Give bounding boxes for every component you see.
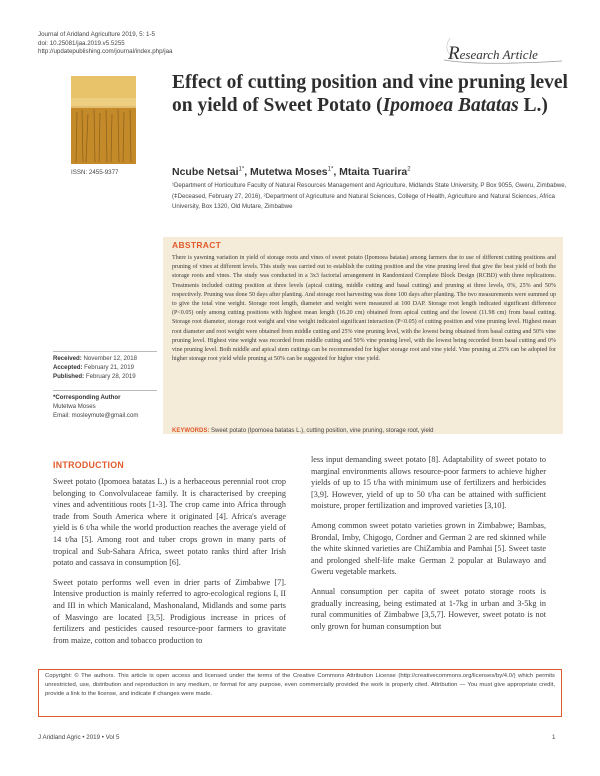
body-column-left xyxy=(53,476,286,654)
author-1: Ncube Netsai xyxy=(172,166,239,178)
received-date xyxy=(53,354,159,363)
intro-paragraph-1: Sweet potato (Ipomoea batatas L.) is a herbaceous perennial root crop belonging to Convolvulaceae family. It is characterised by creeping vines and adventitious roots [1-3]. The crop came into Africa through trade from South America where it originated [4]. Africa's average yield is 6 t/ha while the world production reaches the average yield of 14 t/ha [5]. Among root and tuber crops grown in many parts of tropical and Sub-Sahara Africa, sweet potato ranks third after Irish potato and cassava in consumption [6]. xyxy=(53,477,286,568)
corresponding-author-name: Mutetwa Moses xyxy=(53,403,96,410)
journal-info xyxy=(38,31,173,57)
author-affiliations: ¹Department of Horticulture Faculty of Natural Resources Management and Agriculture, Midlands State University, P Box 9055, Gweru, Zimbabwe, (ǂDeceased, February 27, 2016), ²Department of Agriculture and Natural Sciences, College of Health, Agriculture and Natural Sciences, Africa University, Box 1320, Old Mutare, Zimbabwe xyxy=(172,182,567,211)
keywords-text: Sweet potato (Ipomoea batatas L.), cutting position, vine pruning, storage root, yield xyxy=(211,428,434,434)
article-type-rest: esearch Article xyxy=(459,47,538,62)
author-separator: , xyxy=(244,166,251,178)
corresponding-author-email[interactable]: Email: mosleymute@gmail.com xyxy=(53,412,139,419)
title-part2: L.) xyxy=(518,94,548,116)
page-footer: J Aridland Agric • 2019 • Vol 5 xyxy=(38,734,120,741)
intro-paragraph-2: Sweet potato performs well even in drier parts of Zimbabwe [7]. Intensive production is mainly referred to agro-ecological regions I, II and III in which Manicaland, Mashonaland, Midlands and some parts of Masvingo are located [3,5]. Prodigious increase in prices of fertilizers and pesticides caused resource-poor farmers to gravitate from maize, cotton and tobacco production to xyxy=(53,577,286,645)
author-3: Mtaita Tuarira xyxy=(339,166,408,178)
copyright-text: Copyright: © The authors. This article is open access and licensed under the terms of the Creative Commons Attribution License (http://creativecommons.org/licenses/by/4.0/) which permits unrestricted, use, distribution and reproduction in any medium, or format for any purpose, even commercially provided the work is properly cited. Attribution — You must give appropriate credit, provide a link to the license, and indicate if changes were made. xyxy=(45,673,555,698)
abstract-heading: ABSTRACT xyxy=(172,240,222,250)
introduction-heading: INTRODUCTION xyxy=(53,460,125,470)
title-part1: Effect of cutting position and vine pruning level on yield of Sweet Potato ( xyxy=(172,72,568,116)
accepted-value: February 21, 2019 xyxy=(84,364,134,371)
published-value: February 28, 2019 xyxy=(85,373,136,380)
keywords xyxy=(172,428,556,434)
received-value: November 12, 2018 xyxy=(83,355,138,362)
title-scientific-name: Ipomoea Batatas xyxy=(382,94,519,116)
keywords-label: KEYWORDS: xyxy=(172,428,210,434)
abstract-text: There is yawning variation in yield of storage roots and vines of sweet potato (Ipomoea batatas) among farmers due to use of different cutting positions and pruning of vines at different levels. This study was carried out to establish the cutting position and the vine pruning level that give the best yield of both the storage roots and vines. The study was conducted in a 3x3 factorial arrangement in Randomized Complete Block Design (RCBD) with three replications. Treatments included cutting position at three levels (apical cutting, middle cutting and basal cutting) and pruning at three levels, 0%, 25% and 50% respectively. Pruning was done 50 days after planting. And storage root harvesting was done 100 days after planting. The two measurements were summed up to give the total vine weight. Storage root length, diameter and weight were measured at 100 DAP. Storage root length indicated significant difference (P<0.05) only among cutting positions with highest mean length (16.20 cm) obtained from apical cutting and the lowest (11.98 cm) from basal cutting. Storage root diameter, storage root weight and vine weight indicated significant interaction (P<0.05) of cutting position and vine pruning level. Highest mean root diameter and root weight were obtained from middle cutting and 25% vine pruning level, with the lowest being obtained from basal cutting and 50% vine pruning level. Highest vine weight was recorded from middle cutting and 50% vine pruning level, with the lowest being recorded from basal cutting and 0% vine pruning level. Both middle and apical stem cuttings can be recommended for higher storage root and vine yield. Vine pruning at 25% can be adopted for higher storage root yield while pruning at 50% can be suggested for higher vine yield. xyxy=(172,255,556,363)
page-number: 1 xyxy=(552,734,556,741)
corresponding-author-label: *Corresponding Author xyxy=(53,394,121,401)
accepted-date xyxy=(53,363,159,372)
sidebar-divider xyxy=(53,351,157,352)
journal-url[interactable]: http://updatepublishing.com/journal/index.php/jaa xyxy=(38,48,173,56)
accepted-label: Accepted: xyxy=(53,364,83,371)
body-column-right xyxy=(311,454,546,640)
author-separator: , xyxy=(333,166,340,178)
article-title xyxy=(172,72,572,117)
journal-doi[interactable]: doi: 10.25081/jaa.2019.v5.5255 xyxy=(38,39,125,47)
published-date xyxy=(53,372,159,381)
journal-citation: Journal of Aridland Agriculture 2019, 5: 1-5 xyxy=(38,31,155,38)
intro-paragraph-3: less input demanding sweet potato [8]. Adaptability of sweet potato to marginal environments allows resource-poor farmers to achieve higher yields of up to 15 t/ha with minimum use of fertilizers and herbicides [3,9]. However, yield of up to 50 t/ha can be attained with sufficient moisture, proper fertilization and improved varieties [3,10]. xyxy=(311,455,546,511)
article-dates xyxy=(53,354,159,420)
author-2-affil: 1* xyxy=(327,166,334,173)
journal-issn: ISSN: 2455-9377 xyxy=(71,169,119,176)
intro-paragraph-4: Among common sweet potato varieties grown in Zimbabwe; Bambas, Brondal, Imby, Chigogo, Cordner and German 2 are red skinned while the white skinned varieties are ChiZambia and Pamhai [5]. Sweet taste and prolonged shelf-life make German 2 popular at Bulawayo and Gweru vegetable markets. xyxy=(311,520,546,577)
article-type-initial: R xyxy=(448,43,460,64)
author-1-affil: 1* xyxy=(238,166,245,173)
intro-paragraph-5: Annual consumption per capita of sweet potato storage roots is gradually increasing, being estimated at 1-7kg in urban and 3-5kg in rural communities of Zimbabwe [3,5,7]. However, sweet potato is not only grown for human consumption but xyxy=(311,586,546,631)
received-label: Received: xyxy=(53,355,82,362)
sidebar-divider xyxy=(53,390,157,391)
author-list xyxy=(172,166,411,178)
author-2: Mutetwa Moses xyxy=(250,166,328,178)
article-type-label xyxy=(448,43,538,65)
published-label: Published: xyxy=(53,373,85,380)
author-3-affil: 2 xyxy=(407,166,411,173)
journal-cover-image xyxy=(71,76,136,164)
